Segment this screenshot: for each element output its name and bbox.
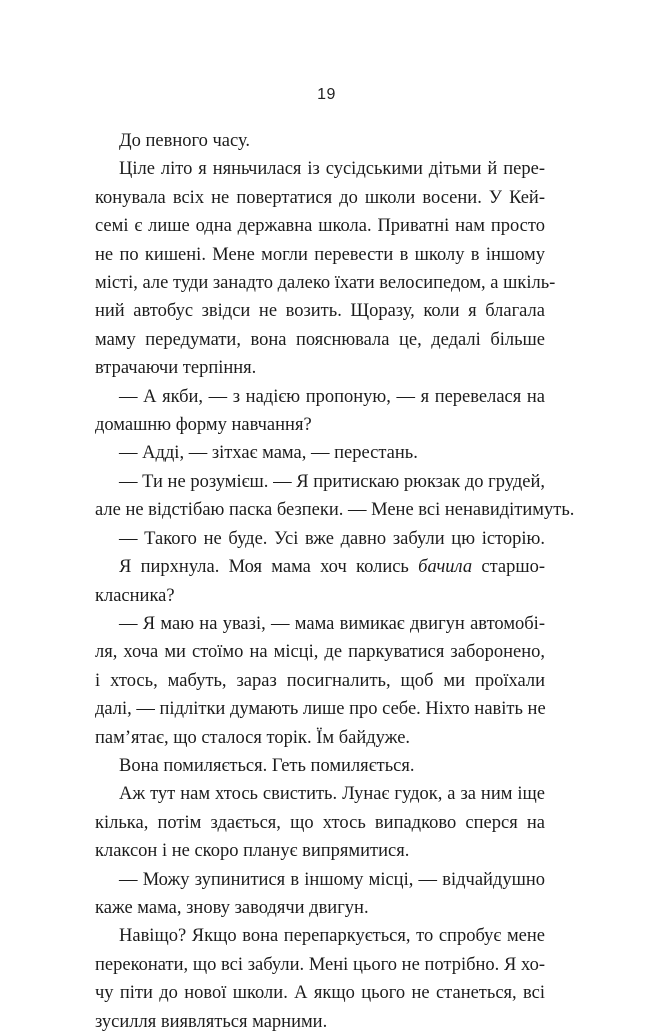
text-segment: старшо-: [472, 557, 546, 578]
paragraph: [95, 610, 545, 752]
text-line: — Такого не буде. Усі вже давно забули цю історію.: [119, 528, 545, 549]
text-line: конувала всіх не повертатися до школи восени. У Кей-: [95, 187, 545, 208]
text-line: класника?: [95, 585, 175, 606]
text-line: клаксон і не скоро планує випрямитися.: [95, 841, 410, 862]
text-line: — Я маю на увазі, — мама вимикає двигун автомобі-: [119, 613, 545, 634]
page-number: 19: [317, 86, 336, 103]
text-line: не по кишені. Мене могли перевести в школу в іншому: [95, 244, 545, 265]
paragraph: [95, 866, 545, 923]
text-line: кілька, потім здається, що хтось випадково сперся на: [95, 812, 545, 833]
paragraph: [95, 127, 545, 155]
text-line: але не відстібаю паска безпеки. — Мене всі ненавидітимуть.: [95, 500, 575, 521]
paragraph: [95, 525, 545, 553]
text-line: каже мама, знову заводячи двигун.: [95, 897, 369, 918]
body-text: [95, 127, 575, 1036]
text-line: пам’ятає, що сталося торік. Їм байдуже.: [95, 727, 411, 748]
text-line: переконати, що всі забули. Мені цього не потрібно. Я хо-: [95, 954, 545, 975]
text-line: ний автобус звідси не возить. Щоразу, коли я благала: [95, 301, 545, 322]
text-line: втрачаючи терпіння.: [95, 358, 257, 379]
text-line: Аж тут нам хтось свистить. Лунає гудок, а за ним іще: [119, 784, 545, 805]
text-line: семі є лише одна державна школа. Приватні нам просто: [95, 216, 545, 237]
paragraph: [95, 383, 545, 440]
text-line: Ціле літо я няньчилася із сусідськими дітьми й пере-: [119, 159, 545, 180]
text-line: — Ти не розумієш. — Я притискаю рюкзак до грудей,: [119, 471, 545, 492]
text-line: До певного часу.: [119, 131, 250, 151]
emphasized-word: бачила: [418, 557, 473, 578]
text-line: місті, але туди занадто далеко їхати велосипедом, а шкіль-: [95, 273, 556, 294]
text-line: зусилля виявляться марними.: [95, 1011, 328, 1032]
text-line: маму передумати, вона пояснювала це, дедалі більше: [95, 329, 545, 350]
text-line: далі, — підлітки думають лише про себе. Ніхто навіть не: [95, 699, 546, 720]
text-line: Навіщо? Якщо вона перепаркується, то спробує мене: [119, 926, 545, 947]
text-line: чу піти до нової школи. А якщо цього не станеться, всі: [95, 983, 545, 1004]
text-segment: Я пирхнула. Моя мама хоч колись: [119, 557, 419, 578]
paragraph: [95, 752, 545, 780]
paragraph: [95, 553, 545, 610]
text-line: [95, 553, 545, 581]
paragraph: [95, 780, 545, 865]
paragraph: [95, 922, 545, 1036]
text-line: — Можу зупинитися в іншому місці, — відчайдушно: [119, 869, 545, 890]
text-line: — А якби, — з надією пропоную, — я перевелася на: [119, 386, 545, 407]
paragraph: [95, 155, 556, 382]
text-line: і хтось, мабуть, зараз посигналить, щоб ми проїхали: [95, 670, 545, 691]
text-line: ля, хоча ми стоїмо на місці, де паркуватися заборонено,: [95, 642, 545, 663]
text-line: домашню форму навчання?: [95, 415, 312, 436]
paragraph: [95, 468, 575, 525]
paragraph: [95, 439, 545, 467]
text-line: Вона помиляється. Геть помиляється.: [119, 755, 415, 776]
text-line: — Адді, — зітхає мама, — перестань.: [119, 443, 418, 464]
